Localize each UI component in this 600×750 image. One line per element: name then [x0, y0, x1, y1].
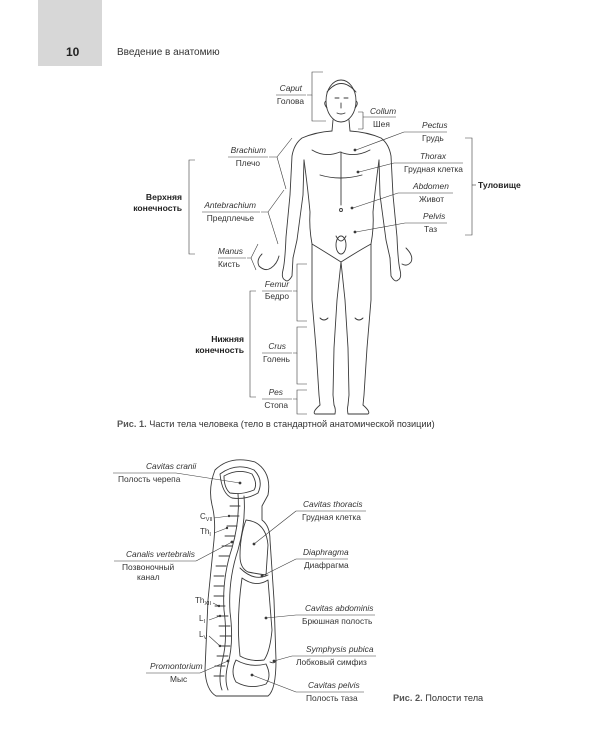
trunk-bracket	[465, 138, 521, 235]
label-caput	[276, 72, 326, 121]
label-cavitas-pelvis	[251, 674, 364, 703]
svg-text:Manus: Manus	[217, 246, 243, 256]
svg-text:Cavitas abdominis: Cavitas abdominis	[305, 603, 374, 613]
svg-text:Предплечье: Предплечье	[206, 213, 254, 223]
svg-text:Грудная клетка: Грудная клетка	[302, 512, 361, 522]
svg-text:Мыс: Мыс	[170, 674, 188, 684]
upper-limb-bracket	[133, 160, 195, 254]
label-diaphragma	[261, 547, 349, 577]
svg-text:ThI: $Th_I$	[200, 527, 211, 538]
svg-text:Позвоночный: Позвоночный	[122, 562, 175, 572]
svg-text:LI: $L_I$	[199, 614, 205, 625]
svg-text:Cavitas cranii: Cavitas cranii	[146, 461, 197, 471]
svg-text:Бедро: Бедро	[264, 291, 289, 301]
label-abdomen	[353, 181, 453, 208]
figure-1-caption	[117, 419, 435, 429]
svg-text:Таз: Таз	[424, 224, 438, 234]
label-pelvis	[356, 211, 447, 234]
page-number: 10	[66, 45, 80, 59]
svg-text:Лобковый симфиз: Лобковый симфиз	[296, 657, 367, 667]
label-cavitas-abdominis	[265, 603, 375, 626]
label-collum	[358, 106, 396, 129]
label-manus	[218, 244, 258, 270]
svg-text:Кисть: Кисть	[218, 259, 240, 269]
svg-text:Antebrachium: Antebrachium	[204, 200, 256, 210]
svg-text:Promontorium: Promontorium	[150, 661, 203, 671]
svg-text:Caput: Caput	[279, 83, 302, 93]
svg-text:ThXII: $Th_{XII}$	[195, 596, 212, 607]
svg-text:Collum: Collum	[370, 106, 397, 116]
label-femur	[262, 264, 307, 321]
svg-text:Symphysis pubica: Symphysis pubica	[306, 644, 374, 654]
svg-text:Шея: Шея	[373, 119, 390, 129]
svg-text:конечность: конечность	[133, 203, 182, 213]
figure-2-caption-text: Полости тела	[425, 693, 484, 703]
label-pes	[262, 387, 307, 414]
svg-text:Cavitas pelvis: Cavitas pelvis	[308, 680, 360, 690]
svg-text:CVII: $C_{VII}$	[200, 512, 213, 523]
svg-text:Стопа: Стопа	[264, 400, 288, 410]
label-promontorium	[146, 660, 229, 684]
sagittal-section-illustration	[205, 460, 276, 696]
svg-text:Pes: Pes	[268, 387, 283, 397]
svg-text:Полость черепа: Полость черепа	[118, 474, 181, 484]
svg-text:Brachium: Brachium	[230, 145, 266, 155]
figure-1-caption-label: Рис. 1.	[117, 419, 147, 429]
svg-text:конечность: конечность	[195, 345, 244, 355]
svg-text:Cavitas thoracis: Cavitas thoracis	[303, 499, 363, 509]
svg-text:Туловище: Туловище	[478, 180, 521, 190]
figure-2	[113, 460, 376, 703]
figure-1-caption-text: Части тела человека (тело в стандартной анатомической позиции)	[149, 419, 435, 429]
svg-text:Грудь: Грудь	[422, 133, 444, 143]
label-pectus	[356, 120, 448, 150]
svg-text:Голова: Голова	[276, 96, 304, 106]
running-head: Введение в анатомию	[117, 47, 220, 58]
svg-text:Голень: Голень	[263, 354, 290, 364]
svg-text:Брюшная полость: Брюшная полость	[302, 616, 373, 626]
svg-text:Грудная клетка: Грудная клетка	[404, 164, 463, 174]
label-brachium	[228, 138, 292, 189]
label-crus	[262, 327, 307, 384]
svg-text:Живот: Живот	[419, 194, 445, 204]
figure-1	[133, 72, 521, 414]
svg-text:Femur: Femur	[264, 279, 289, 289]
svg-text:Thorax: Thorax	[420, 151, 447, 161]
svg-text:Верхняя: Верхняя	[145, 192, 182, 202]
svg-text:Pelvis: Pelvis	[423, 211, 446, 221]
lower-limb-bracket	[195, 291, 256, 397]
figure-2-caption	[393, 693, 483, 703]
svg-text:Плечо: Плечо	[235, 158, 260, 168]
svg-text:Полость таза: Полость таза	[306, 693, 358, 703]
svg-text:Canalis vertebralis: Canalis vertebralis	[126, 549, 195, 559]
label-antebrachium	[202, 190, 284, 244]
svg-text:LV: $L_V$	[199, 630, 208, 641]
label-thorax	[359, 151, 463, 174]
svg-text:Нижняя: Нижняя	[211, 334, 244, 344]
svg-text:Pectus: Pectus	[422, 120, 448, 130]
figure-2-caption-label: Рис. 2.	[393, 693, 423, 703]
svg-text:Диафрагма: Диафрагма	[304, 560, 349, 570]
svg-text:Diaphragma: Diaphragma	[303, 547, 349, 557]
svg-text:канал: канал	[137, 572, 160, 582]
label-symphysis-pubica	[273, 644, 376, 667]
svg-text:Crus: Crus	[268, 341, 286, 351]
svg-text:Abdomen: Abdomen	[413, 181, 449, 191]
